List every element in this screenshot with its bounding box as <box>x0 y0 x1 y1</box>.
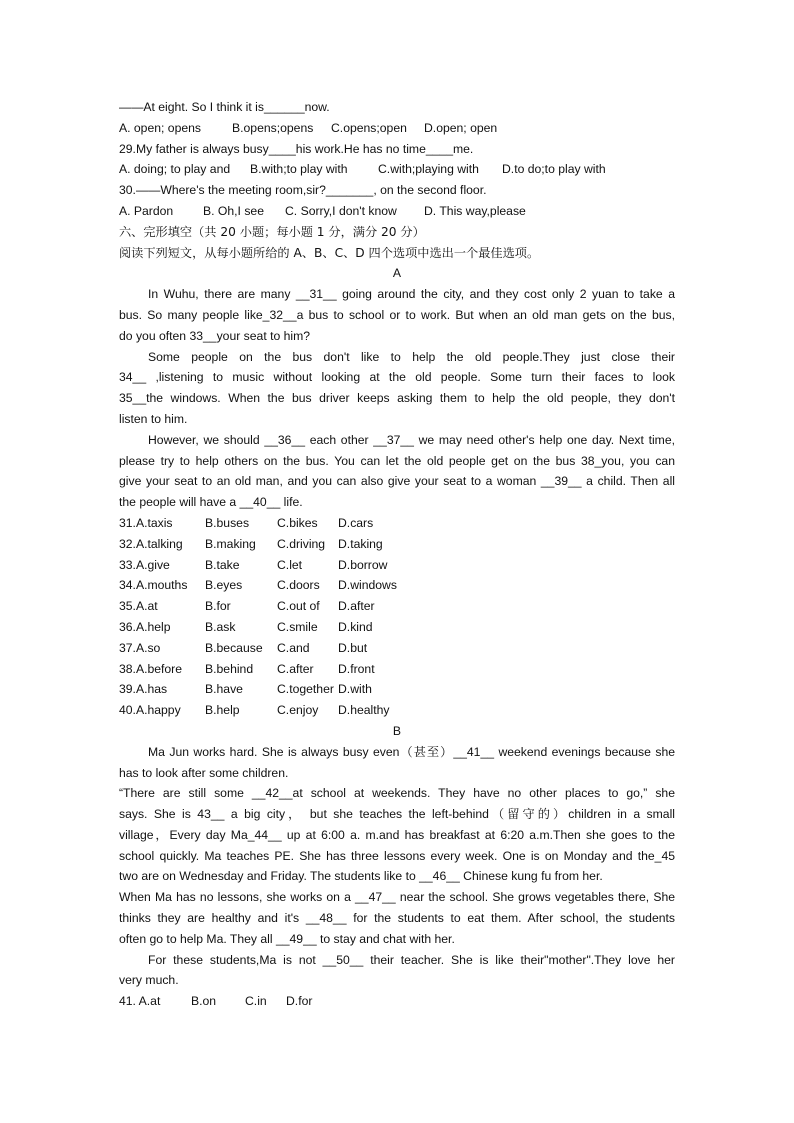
option-a: 38.A.before <box>119 661 183 676</box>
option-c: C.out of <box>277 599 320 614</box>
option-a: 39.A.has <box>119 682 168 697</box>
option-d: D.for <box>286 994 313 1009</box>
option-c: C.in <box>245 994 267 1009</box>
passage-line: the people will have a __40__ life. <box>119 495 303 510</box>
exam-content <box>119 97 675 1012</box>
passage-line: In Wuhu, there are many __31__ going around the city, and they cost only 2 yuan to take a <box>148 287 675 302</box>
passage-line: do you often 33__your seat to him? <box>119 328 311 343</box>
option-a: 40.A.happy <box>119 703 181 718</box>
option-c: C.driving <box>277 536 326 551</box>
option-c: C.enjoy <box>277 703 319 718</box>
passage-line: listen to him. <box>119 411 188 426</box>
option-c: C. Sorry,I don't know <box>285 203 397 218</box>
section-title: 六、完形填空（共 20 小题；每小题 1 分，满分 20 分） <box>119 224 425 239</box>
passage-line: says. She is 43__ a big city， but she teaches the left-behind（留守的）children in a small <box>119 807 675 822</box>
option-b: B.making <box>205 536 256 551</box>
option-d: D.taking <box>338 536 383 551</box>
question-row <box>119 534 675 555</box>
question-row <box>119 596 675 617</box>
passage-a-questions <box>119 513 675 721</box>
option-c: C.let <box>277 557 303 572</box>
question-30: 30.——Where's the meeting room,sir?_______, on the second floor. <box>119 183 487 198</box>
passage-line: Some people on the bus don't like to help the old people.They just close their <box>148 349 675 364</box>
question-row <box>119 679 675 700</box>
option-a: A. doing; to play and <box>119 162 231 177</box>
question-row <box>119 617 675 638</box>
option-d: D.but <box>338 640 368 655</box>
option-b: B.behind <box>205 661 254 676</box>
option-c: C.opens;open <box>331 120 407 135</box>
option-b: B.eyes <box>205 578 243 593</box>
passage-line: village，Every day Ma_44__ up at 6:00 a. m.and has breakfast at 6:20 a.m.Then she goes to the <box>119 827 675 842</box>
option-d: D.kind <box>338 619 373 634</box>
passage-line: “There are still some __42__at school at weekends. They have no other places to go,” she <box>119 786 675 801</box>
passage-b <box>119 742 675 992</box>
question-row <box>119 575 675 596</box>
option-b: B.on <box>191 994 217 1009</box>
question-row <box>119 513 675 534</box>
passage-b-label: B <box>392 723 402 738</box>
option-a: 32.A.talking <box>119 536 183 551</box>
question-29: 29.My father is always busy____his work.He has no time____me. <box>119 141 474 156</box>
option-a: 37.A.so <box>119 640 161 655</box>
option-b: B. Oh,I see <box>203 203 264 218</box>
passage-a-label: A <box>392 266 402 281</box>
passage-line: thinks they are healthy and it's __48__ for the students to eat them. After school, the students <box>119 911 675 926</box>
question-row <box>119 659 675 680</box>
passage-line: When Ma has no lessons, she works on a __47__ near the school. She grows vegetables there, She <box>119 890 675 905</box>
passage-line: very much. <box>119 973 179 988</box>
option-b: B.have <box>205 682 243 697</box>
option-b: B.opens;opens <box>232 120 314 135</box>
option-b: B.because <box>205 640 263 655</box>
question-row <box>119 700 675 721</box>
option-a: 36.A.help <box>119 619 171 634</box>
passage-line: 35__the windows. When the bus driver keeps asking them to help the old people, they don't <box>119 391 675 406</box>
option-d: D.with <box>338 682 372 697</box>
option-c: C.smile <box>277 619 318 634</box>
option-d: D.healthy <box>338 703 390 718</box>
option-b: B.ask <box>205 619 236 634</box>
option-d: D.after <box>338 599 375 614</box>
question-row <box>119 991 675 1012</box>
option-a: 31.A.taxis <box>119 515 173 530</box>
option-d: D.open; open <box>424 120 498 135</box>
option-d: D. This way,please <box>424 203 526 218</box>
option-c: C.bikes <box>277 515 318 530</box>
passage-line: However, we should __36__ each other __37__ we may need other's help one day. Next time, <box>148 432 675 447</box>
option-b: B.buses <box>205 515 250 530</box>
option-d: D.front <box>338 661 375 676</box>
question-30-options <box>119 201 675 222</box>
option-c: C.with;playing with <box>378 162 479 177</box>
option-c: C.together <box>277 682 334 697</box>
question-29-options <box>119 159 675 180</box>
option-c: C.doors <box>277 578 320 593</box>
passage-b-questions <box>119 991 675 1012</box>
option-a: 34.A.mouths <box>119 578 188 593</box>
question-row <box>119 638 675 659</box>
passage-line: For these students,Ma is not __50__ their teacher. She is like their"mother".They love her <box>148 952 675 967</box>
option-a: 33.A.give <box>119 557 170 572</box>
option-b: B.with;to play with <box>250 162 348 177</box>
option-d: D.windows <box>338 578 397 593</box>
option-b: B.take <box>205 557 240 572</box>
passage-line: school quickly. Ma teaches PE. She has three lessons every week. One is on Monday and the_45 <box>119 848 675 863</box>
passage-line: please try to help others on the bus. You can let the old people get on the bus 38_you, you can <box>119 453 675 468</box>
option-a: A. open; opens <box>119 120 201 135</box>
passage-line: Ma Jun works hard. She is always busy even（甚至）__41__ weekend evenings because she <box>148 744 675 759</box>
option-d: D.borrow <box>338 557 388 572</box>
question-row <box>119 555 675 576</box>
question-28-options <box>119 118 675 139</box>
option-a: 41. A.at <box>119 994 161 1009</box>
passage-line: two are on Wednesday and Friday. The students like to __46__ Chinese kung fu from her. <box>119 869 603 884</box>
option-d: D.cars <box>338 515 374 530</box>
passage-line: give your seat to an old man, and you can also give your seat to a woman __39__ a child. Then all <box>119 474 675 489</box>
option-a: A. Pardon <box>119 203 174 218</box>
passage-line: 34__ ,listening to music without looking at the old people. Some turn their faces to look <box>119 370 675 385</box>
option-b: B.help <box>205 703 240 718</box>
passage-line: bus. So many people like_32__a bus to school or to work. But when an old man gets on the bus, <box>119 307 675 322</box>
option-d: D.to do;to play with <box>502 162 606 177</box>
passage-line: has to look after some children. <box>119 765 289 780</box>
passage-line: often go to help Ma. They all __49__ to stay and chat with her. <box>119 931 455 946</box>
question-28-tail: ——At eight. So I think it is______now. <box>119 100 330 114</box>
option-c: C.after <box>277 661 314 676</box>
option-c: C.and <box>277 640 310 655</box>
option-b: B.for <box>205 599 231 614</box>
passage-a <box>119 284 675 513</box>
instruction: 阅读下列短文，从每小题所给的 A、B、C、D 四个选项中选出一个最佳选项。 <box>119 245 540 260</box>
option-a: 35.A.at <box>119 599 158 614</box>
